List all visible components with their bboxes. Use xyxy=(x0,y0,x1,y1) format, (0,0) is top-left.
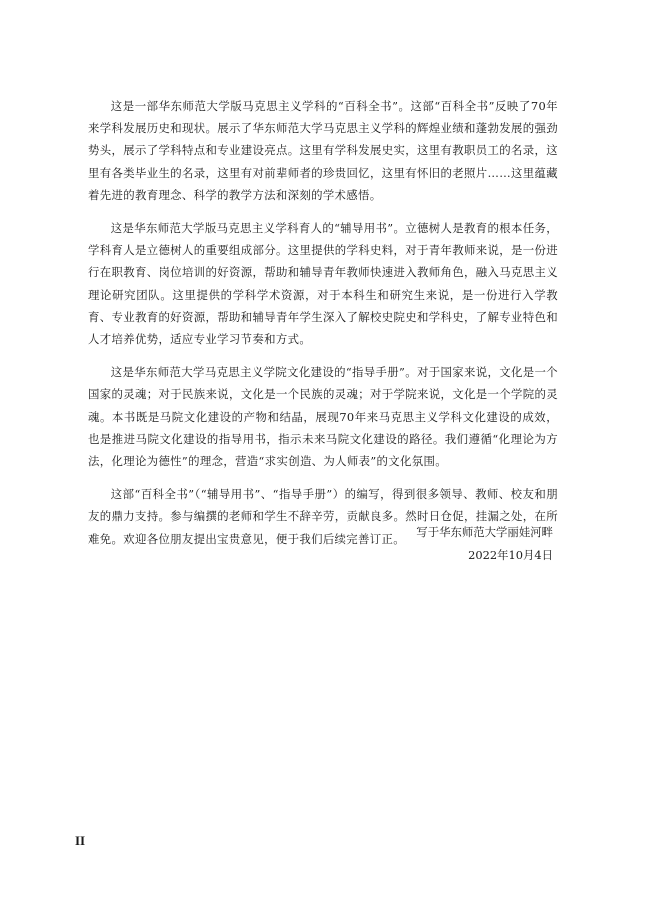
paragraph-encyclopedia: 这是一部华东师范大学版马克思主义学科的“百科全书”。这部“百科全书”反映了70年来学科发展历史和现状。展示了华东师范大学马克思主义学科的辉煌业绩和蓬勃发展的强劲势头，展示了学科特点和专业建设亮点。这里有学科发展史实，这里有教职员工的名录，这里有各类毕业生的名录，这里有对前辈师者的珍贵回忆，这里有怀旧的老照片……这里蕴藏着先进的教育理念、科学的教学方法和深刻的学术感悟。 xyxy=(88,99,558,202)
paragraph-guidebook: 这是华东师范大学版马克思主义学科育人的“辅导用书”。立德树人是教育的根本任务，学科育人是立德树人的重要组成部分。这里提供的学科史料，对于青年教师来说，是一份进行在职教育、岗位培训的好资源，帮助和辅导青年教师快速进入教师角色，融入马克思主义理论研究团队。这里提供的学科学术资源，对于本科生和研究生来说，是一份进行入学教育、专业教育的好资源，帮助和辅导青年学生深入了解校史院史和学科史，了解专业特色和人才培养优势，适应专业学习节奏和方式。 xyxy=(88,221,558,347)
body-text xyxy=(88,95,558,561)
paragraph-handbook: 这是华东师范大学马克思主义学院文化建设的“指导手册”。对于国家来说，文化是一个国家的灵魂；对于民族来说，文化是一个民族的灵魂；对于学院来说，文化是一个学院的灵魂。本书既是马院文化建设的产物和结晶，展现70年来马克思主义学科文化建设的成效，也是推进马院文化建设的指导用书，指示未来马院文化建设的路径。我们遵循“化理论为方法，化理论为德性”的理念，营造“求实创造、为人师表”的文化氛围。 xyxy=(88,365,558,469)
signature-date: 2022年10月4日 xyxy=(468,548,553,562)
signature-place: 写于华东师范大学丽娃河畔 xyxy=(416,525,553,539)
paragraph-acknowledgements: 这部“百科全书”（“辅导用书”、“指导手册”）的编写，得到很多领导、教师、校友和朋友的鼎力支持。参与编撰的老师和学生不辞辛劳，贡献良多。然时日仓促，挂漏之处，在所难免。欢迎各位朋友提出宝贵意见，便于我们后续完善订正。 xyxy=(88,487,558,546)
page-number: II xyxy=(75,833,86,848)
